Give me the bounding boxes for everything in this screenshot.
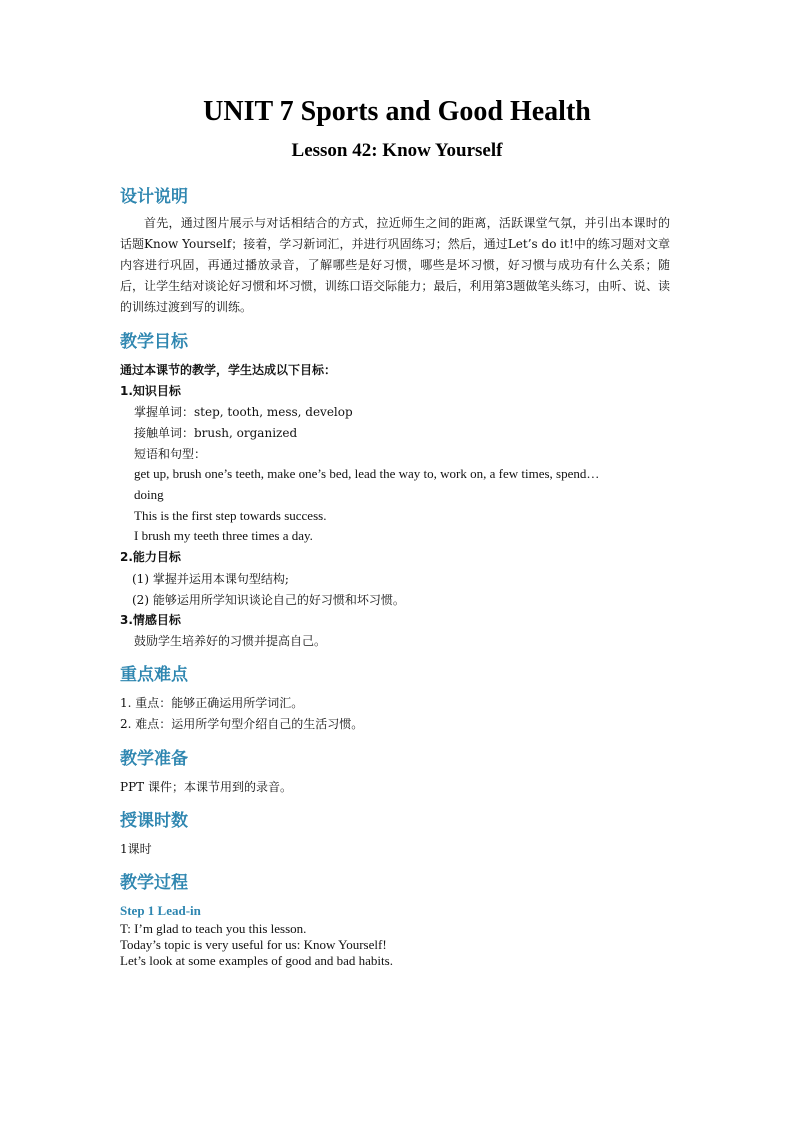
knowledge-title: 1.知识目标 xyxy=(120,384,181,398)
sentence-2: I brush my teeth three times a day. xyxy=(134,528,313,543)
objectives-heading: 教学目标 xyxy=(120,332,188,352)
process-heading: 教学过程 xyxy=(120,873,188,893)
objectives-intro: 通过本课节的教学，学生达成以下目标： xyxy=(120,363,337,377)
step-1-title: Step 1 Lead-in xyxy=(120,903,201,918)
unit-title: UNIT 7 Sports and Good Health xyxy=(203,96,591,127)
hours-text: 1课时 xyxy=(120,842,152,856)
process-line-3: Let’s look at some examples of good and bad habits. xyxy=(120,953,393,968)
phrases-line-2: doing xyxy=(134,487,164,502)
preparation-text: PPT 课件；本课节用到的录音。 xyxy=(120,780,292,794)
ability-2: (2) 能够运用所学知识谈论自己的好习惯和坏习惯。 xyxy=(132,593,405,607)
sentence-1: This is the first step towards success. xyxy=(134,508,327,523)
ability-1: (1) 掌握并运用本课句型结构; xyxy=(132,572,289,586)
emotion-1: 鼓励学生培养好的习惯并提高自己。 xyxy=(134,634,327,648)
process-line-2: Today’s topic is very useful for us: Know Yourself! xyxy=(120,937,387,952)
hours-heading: 授课时数 xyxy=(120,811,188,831)
key-point-1: 1. 重点：能够正确运用所学词汇。 xyxy=(120,696,304,710)
design-heading: 设计说明 xyxy=(120,187,188,207)
contact-words: 接触单词：brush, organized xyxy=(134,426,298,440)
phrases-line-1: get up, brush one’s teeth, make one’s bed, lead the way to, work on, a few times, spend… xyxy=(134,466,600,481)
key-points-heading: 重点难点 xyxy=(120,665,188,685)
process-line-1: T: I’m glad to teach you this lesson. xyxy=(120,921,307,936)
lesson-subtitle: Lesson 42: Know Yourself xyxy=(291,140,503,161)
preparation-heading: 教学准备 xyxy=(120,749,188,769)
master-words: 掌握单词：step, tooth, mess, develop xyxy=(134,405,353,419)
emotion-title: 3.情感目标 xyxy=(120,613,181,627)
phrases-label: 短语和句型： xyxy=(134,447,207,461)
key-point-2: 2. 难点：运用所学句型介绍自己的生活习惯。 xyxy=(120,717,364,731)
design-paragraph: 首先，通过图片展示与对话相结合的方式，拉近师生之间的距离，活跃课堂气氛，并引出本课时的话题Know Yourself；接着，学习新词汇，并进行巩固练习；然后，通过Let’s do it!中的练习题对文章内容进行巩固，再通过播放录音，了解哪些是好习惯，哪些是坏习惯，好习惯与成功有什么关系；随后，让学生结对谈论好习惯和坏习惯，训练口语交际能力；最后，利用第3题做笔头练习，由听、说、读的训练过渡到写的训练。 xyxy=(120,216,670,314)
ability-title: 2.能力目标 xyxy=(120,550,181,564)
